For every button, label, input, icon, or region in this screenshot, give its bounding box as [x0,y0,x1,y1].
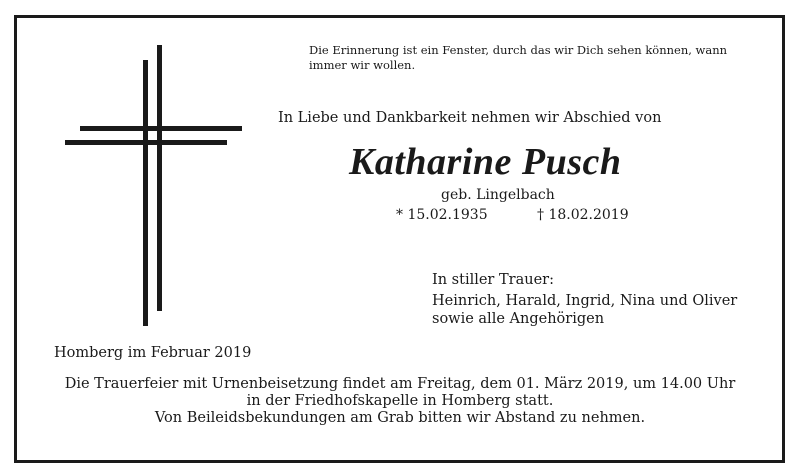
cross-vertical-bar-1 [157,45,162,311]
funeral-line: Von Beileidsbekundungen am Grab bitten wir Abstand zu nehmen. [154,410,646,426]
mourners-title: In stiller Trauer: [432,272,554,288]
cross-horizontal-bar-1 [80,126,242,131]
maiden-name: geb. Lingelbach [441,187,555,203]
mourners-list [432,292,777,328]
funeral-line: in der Friedhofskapelle in Homberg statt. [246,393,554,409]
farewell-intro: In Liebe und Dankbarkeit nehmen wir Abschied von [278,110,662,126]
cross-horizontal-bar-2 [65,140,227,145]
mourners-line: Heinrich, Harald, Ingrid, Nina und Oliver [432,293,738,309]
funeral-line: Die Trauerfeier mit Urnenbeisetzung findet am Freitag, dem 01. März 2019, um 14.00 Uhr [64,376,736,392]
death-date: † 18.02.2019 [537,207,629,223]
mourners-line: sowie alle Angehörigen [432,311,605,327]
funeral-info [30,376,770,427]
double-cross-icon [60,42,250,332]
cross-vertical-bar-2 [143,60,148,326]
birth-date: * 15.02.1935 [396,207,488,223]
deceased-name: Katharine Pusch [349,141,622,183]
memorial-quote: Die Erinnerung ist ein Fenster, durch das wir Dich sehen können, wann immer wir wollen. [309,43,728,72]
place-date: Homberg im Februar 2019 [54,345,252,361]
